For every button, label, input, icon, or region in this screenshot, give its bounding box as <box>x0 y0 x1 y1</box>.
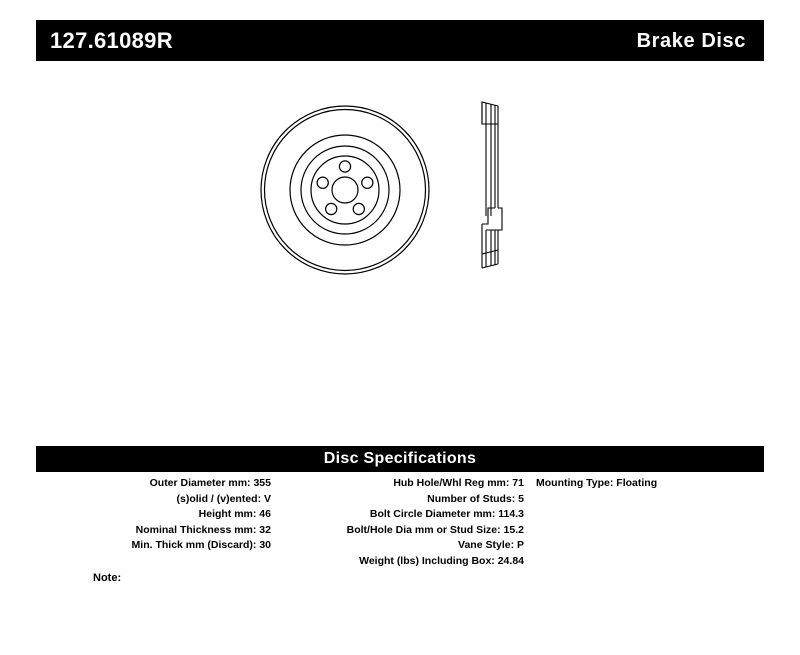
part-number: 127.61089R <box>50 27 173 53</box>
note-label: Note: <box>93 572 122 584</box>
spec-item: Bolt Circle Diameter mm: 114.3 <box>369 508 524 520</box>
spec-item: Min. Thick mm (Discard): 30 <box>131 539 271 551</box>
spec-item: Outer Diameter mm: 355 <box>149 477 271 489</box>
spec-item: Height mm: 46 <box>198 508 271 520</box>
rotor-outer-edge-inner <box>265 110 426 271</box>
stud-hole <box>353 203 364 214</box>
header-bar <box>36 20 764 61</box>
rotor-drawing-svg <box>250 90 570 290</box>
spec-item: (s)olid / (v)ented: V <box>176 492 271 505</box>
spec-item: Mounting Type: Floating <box>536 477 658 489</box>
spec-column-left <box>36 476 271 554</box>
rotor-section-view <box>482 102 502 268</box>
page-title: Brake Disc <box>636 29 746 52</box>
stud-hole <box>326 203 337 214</box>
spec-column-right <box>536 476 764 492</box>
spec-item: Hub Hole/Whl Reg mm: 71 <box>393 477 524 489</box>
hat-step-edge <box>311 156 379 224</box>
spec-item: Weight (lbs) Including Box: 24.84 <box>359 554 524 567</box>
stud-hole <box>339 161 350 172</box>
stud-hole <box>317 177 328 188</box>
disc-specifications-bar <box>36 446 764 472</box>
spec-column-middle <box>279 476 524 569</box>
hat-outer-edge <box>301 146 389 234</box>
stud-hole <box>362 177 373 188</box>
hub-hole <box>332 177 358 203</box>
spec-item: Nominal Thickness mm: 32 <box>135 523 271 536</box>
disc-specifications-title: Disc Specifications <box>323 450 477 467</box>
rotor-outer-edge <box>261 106 429 274</box>
spec-item: Bolt/Hole Dia mm or Stud Size: 15.2 <box>346 523 524 536</box>
rotor-drawing <box>250 90 570 290</box>
spec-item: Vane Style: P <box>458 539 524 551</box>
friction-ring-inner-edge <box>290 135 400 245</box>
spec-item: Number of Studs: 5 <box>427 492 524 505</box>
